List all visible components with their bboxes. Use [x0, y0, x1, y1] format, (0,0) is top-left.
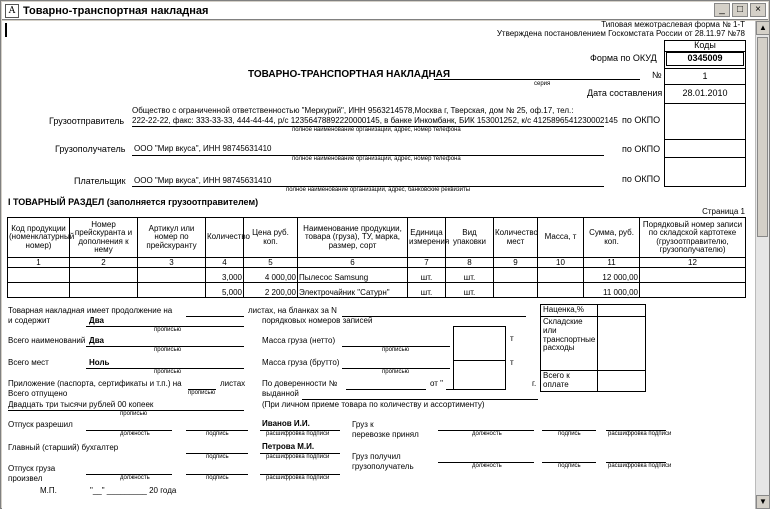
mass-net-label: Масса груза (нетто) — [262, 336, 336, 345]
vertical-scrollbar[interactable] — [755, 21, 769, 509]
goods-table — [7, 217, 746, 298]
payer-value[interactable]: ООО "Мир вкуса", ИНН 98745631410 — [134, 176, 272, 185]
shipper-label: Грузоотправитель — [49, 116, 125, 126]
cell[interactable] — [8, 268, 70, 283]
proxy-year: г. — [532, 379, 537, 388]
codes-label: Коды — [694, 40, 716, 50]
cell[interactable] — [494, 283, 538, 298]
position-caption: должность — [472, 463, 502, 469]
col-number: 12 — [640, 258, 746, 268]
markup-label: Наценка,% — [541, 305, 598, 317]
decode-caption: расшифровка подписи — [608, 463, 672, 469]
number-value[interactable]: 1 — [702, 71, 708, 81]
shipper-details-line2[interactable]: 222-22-22, факс: 333-33-33, 444-44-44, р/с 12356478892220000145, в банке Инкомбанк, БИК 153001252, к/с 41258965412300021​45 — [132, 116, 618, 125]
col-header: Вид упаковки — [446, 218, 494, 258]
words-caption: прописью — [382, 369, 410, 375]
table-row — [8, 283, 746, 298]
shipped-label1: Отпуск груза — [8, 464, 56, 473]
maximize-button[interactable]: □ — [732, 3, 748, 17]
payer-okpo-label: по ОКПО — [622, 174, 661, 184]
cell-quantity[interactable]: 5,000 — [206, 283, 244, 298]
cell-quantity[interactable]: 3,000 — [206, 268, 244, 283]
words-caption: прописью — [154, 369, 182, 375]
words-caption: прописью — [154, 327, 182, 333]
cell-price[interactable]: 2 200,00 — [244, 283, 298, 298]
col-header: Сумма, руб. коп. — [584, 218, 640, 258]
mass-box — [453, 326, 506, 390]
section-title: I ТОВАРНЫЙ РАЗДЕЛ (заполняется грузоотправителем) — [8, 197, 259, 207]
cell-unit[interactable]: шт. — [408, 268, 446, 283]
cell[interactable] — [640, 268, 746, 283]
signature-caption: подпись — [206, 431, 229, 437]
release-allowed-label: Отпуск разрешил — [8, 420, 73, 429]
form-type-line: Типовая межотраслевая форма № 1-Т — [601, 20, 745, 29]
contains-value[interactable]: Два — [89, 316, 104, 325]
signature-caption: подпись — [558, 463, 581, 469]
charges-label: Складские или транспортные расходы — [541, 317, 598, 371]
total-released-label: Всего отпущено — [8, 389, 68, 398]
consignee-value[interactable]: ООО "Мир вкуса", ИНН 98745631410 — [134, 144, 272, 153]
consignee-okpo-label: по ОКПО — [622, 144, 661, 154]
cell-sum[interactable]: 11 000,00 — [584, 283, 640, 298]
close-button[interactable]: × — [750, 3, 766, 17]
col-number: 8 — [446, 258, 494, 268]
charges-box — [540, 304, 646, 392]
col-number: 11 — [584, 258, 640, 268]
col-number: 6 — [298, 258, 408, 268]
col-header: Количество — [206, 218, 244, 258]
date-label: Дата составления — [587, 88, 663, 98]
mp-text: М.П. — [40, 486, 57, 495]
shipper-caption: полное наименование организации, адрес, номер телефона — [292, 127, 461, 133]
words-caption: прописью — [382, 347, 410, 353]
words-caption: прописью — [154, 347, 182, 353]
decode-caption: расшифровка подписи — [266, 475, 330, 481]
table-row — [8, 268, 746, 283]
cell[interactable] — [494, 268, 538, 283]
t-unit: т — [510, 358, 514, 367]
date-template: "__" _________ 20 года — [90, 486, 177, 495]
words-caption: прописью — [188, 390, 216, 396]
col-header: Наименование продукции, товара (груза), ТУ, марка, размер, сорт — [298, 218, 408, 258]
decode-caption: расшифровка подписи — [266, 431, 330, 437]
total-released-value[interactable]: Двадцать три тысячи рублей 00 копеек — [8, 400, 154, 409]
okud-label: Форма по ОКУД — [590, 53, 657, 63]
col-number: 2 — [70, 258, 138, 268]
col-header: Порядковый номер записи по складской картотеке (грузоотправителю, грузополучателю) — [640, 218, 746, 258]
col-header: Код продукции (номенклатурный номер) — [8, 218, 70, 258]
window-title: Товарно-транспортная накладная — [23, 4, 209, 17]
cell-product-name[interactable]: Пылесос Samsung — [298, 268, 408, 283]
scroll-down-button[interactable]: ▼ — [756, 495, 770, 509]
payer-caption: полное наименование организации, адрес, банковские реквизиты — [286, 187, 471, 193]
cargo-accepted-label2: перевозке принял — [352, 430, 419, 439]
document-icon: A — [5, 4, 19, 18]
t-unit: т — [510, 334, 514, 343]
form-approval-line: Утверждена постановлением Госкомстата России от 28.11.97 №78 — [496, 29, 745, 38]
page-number: Страница 1 — [702, 207, 745, 216]
cargo-received-label2: грузополучатель — [352, 462, 414, 471]
cell-price[interactable]: 4 000,00 — [244, 268, 298, 283]
shipper-details-line1: Общество с ограниченной ответственностью "Меркурий", ИНН 9563214578,Москва г, Тверская, дом № 25, оф.17, тел.: — [132, 106, 574, 115]
col-number: 9 — [494, 258, 538, 268]
cell-package[interactable]: шт. — [446, 268, 494, 283]
title-bar — [2, 2, 768, 20]
and-contains-label: и содержит — [8, 316, 51, 325]
col-header: Количество мест — [494, 218, 538, 258]
release-signer[interactable]: Иванов И.И. — [262, 419, 310, 428]
shipper-okpo-label: по ОКПО — [622, 115, 661, 125]
cell[interactable] — [538, 283, 584, 298]
col-header: Масса, т — [538, 218, 584, 258]
total-payment-label: Всего к оплате — [541, 371, 598, 392]
cell[interactable] — [640, 283, 746, 298]
proxy-from: от " — [430, 379, 443, 388]
cell-package[interactable]: шт. — [446, 283, 494, 298]
consignee-caption: полное наименование организации, адрес, номер телефона — [292, 156, 461, 162]
series-caption: серия — [534, 81, 551, 87]
text-cursor — [5, 23, 7, 37]
decode-caption: расшифровка подписи — [266, 454, 330, 460]
attachment-sheets: листах — [220, 379, 246, 388]
signature-caption: подпись — [206, 475, 229, 481]
scroll-up-button[interactable]: ▲ — [756, 21, 770, 35]
total-places-value[interactable]: Ноль — [89, 358, 110, 367]
continuation-text: Товарная накладная имеет продолжение на — [8, 306, 173, 315]
cell-product-name[interactable]: Электрочайник "Сатурн" — [298, 283, 408, 298]
col-header: Единица измерения — [408, 218, 446, 258]
col-number: 7 — [408, 258, 446, 268]
cell-sum[interactable]: 12 000,00 — [584, 268, 640, 283]
decode-caption: расшифровка подписи — [608, 431, 672, 437]
payer-label: Плательщик — [74, 176, 126, 186]
total-names-label: Всего наименований — [8, 336, 86, 345]
cell[interactable] — [538, 268, 584, 283]
document-title: ТОВАРНО-ТРАНСПОРТНАЯ НАКЛАДНАЯ — [248, 69, 451, 80]
position-caption: должность — [120, 431, 150, 437]
attachment-label: Приложение (паспорта, сертификаты и т.п.) на — [8, 379, 182, 388]
order-text: порядковых номеров записей — [262, 316, 373, 325]
cell[interactable] — [138, 268, 206, 283]
number-label: № — [652, 70, 662, 80]
signature-caption: подпись — [206, 454, 229, 460]
col-number: 5 — [244, 258, 298, 268]
mass-gross-label: Масса груза (брутто) — [262, 358, 340, 367]
cell[interactable] — [70, 268, 138, 283]
okud-value[interactable]: 0345009 — [687, 53, 723, 63]
issued-label: выданной — [262, 389, 299, 398]
total-places-label: Всего мест — [8, 358, 49, 367]
col-number: 1 — [8, 258, 70, 268]
acceptance-note: (При личном приеме товара по количеству и ассортименту) — [262, 400, 485, 409]
position-caption: должность — [120, 475, 150, 481]
col-header: Артикул или номер по прейскуранту — [138, 218, 206, 258]
position-caption: должность — [472, 431, 502, 437]
col-number: 3 — [138, 258, 206, 268]
cargo-received-label1: Груз получил — [352, 452, 401, 461]
col-header: Цена руб. коп. — [244, 218, 298, 258]
cargo-accepted-label1: Груз к — [352, 420, 374, 429]
cell[interactable] — [8, 283, 70, 298]
chief-accountant-label: Главный (старший) бухгалтер — [8, 443, 119, 452]
consignee-label: Грузополучатель — [55, 144, 126, 154]
col-number: 10 — [538, 258, 584, 268]
col-header: Номер прейскуранта и дополнения к нему — [70, 218, 138, 258]
cell[interactable] — [70, 283, 138, 298]
accountant-signer[interactable]: Петрова М.И. — [262, 442, 315, 451]
sheets-text: листах, на бланках за N — [248, 306, 337, 315]
scroll-thumb[interactable] — [757, 37, 768, 237]
proxy-label: По доверенности № — [262, 379, 338, 388]
shipped-label2: произвел — [8, 474, 43, 483]
col-number: 4 — [206, 258, 244, 268]
cell-unit[interactable]: шт. — [408, 283, 446, 298]
words-caption: прописью — [120, 411, 148, 417]
total-names-value[interactable]: Два — [89, 336, 104, 345]
document-sheet — [2, 21, 755, 509]
date-value[interactable]: 28.01.2010 — [682, 88, 728, 98]
cell[interactable] — [138, 283, 206, 298]
signature-caption: подпись — [558, 431, 581, 437]
minimize-button[interactable]: _ — [714, 3, 730, 17]
